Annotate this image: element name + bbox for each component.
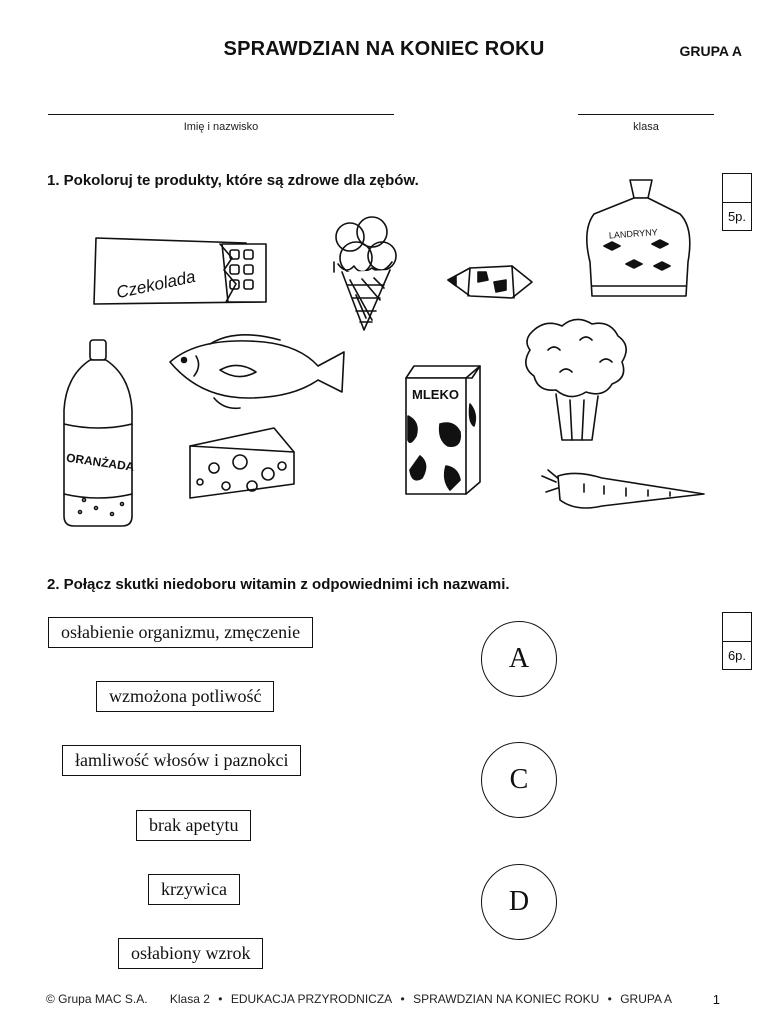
effect-box-4[interactable]: brak apetytu [136,810,251,841]
points-label: 6p. [727,648,747,663]
footer-separator: • [400,992,405,1006]
effect-box-3[interactable]: łamliwość włosów i paznokci [62,745,301,776]
class-label: klasa [633,121,659,133]
group-label: GRUPA A [679,43,742,59]
candy-icon [448,266,532,298]
effect-box-2[interactable]: wzmożona potliwość [96,681,274,712]
footer-class: Klasa 2 [169,992,210,1006]
ice-cream-icon [334,217,396,330]
chocolate-label: Czekolada [114,266,198,303]
vitamin-circle-c[interactable]: C [481,742,557,818]
question-2-points-box [722,612,752,670]
name-label: Imię i nazwisko [183,121,259,133]
vitamin-circle-a[interactable]: A [481,621,557,697]
footer-subject: EDUKACJA PRZYRODNICZA [230,992,393,1006]
effect-box-6[interactable]: osłabiony wzrok [118,938,263,969]
effect-box-1[interactable]: osłabienie organizmu, zmęczenie [48,617,313,648]
cheese-icon [190,428,294,498]
page-number: 1 [712,992,720,1007]
soda-label: ORANŻADA [65,450,136,475]
milk-carton-icon [406,366,480,494]
name-line[interactable] [48,114,394,115]
footer-group: GRUPA A [620,992,672,1006]
footer-separator: • [218,992,223,1006]
food-illustrations [0,170,768,550]
candy-bag-label: LANDRYNY [608,227,659,241]
carrot-icon [542,470,704,508]
score-field[interactable] [723,613,751,642]
soda-bottle-icon [64,340,132,526]
fish-icon [170,335,344,408]
milk-label: MLEKO [412,387,459,402]
vitamin-circle-d[interactable]: D [481,864,557,940]
question-1-title: 1. Pokoloruj te produkty, które są zdrowe dla zębów. [47,172,419,189]
class-line[interactable] [578,114,714,115]
footer [46,992,677,1006]
page-title: SPRAWDZIAN NA KONIEC ROKU [223,38,545,60]
broccoli-icon [526,319,626,440]
question-2-title: 2. Połącz skutki niedoboru witamin z odpowiednimi ich nazwami. [47,576,510,593]
effect-box-5[interactable]: krzywica [148,874,240,905]
footer-test-name: SPRAWDZIAN NA KONIEC ROKU [413,992,600,1006]
footer-separator: • [607,992,612,1006]
footer-copyright: © Grupa MAC S.A. [46,992,148,1006]
points-label: 5p. [727,209,747,224]
